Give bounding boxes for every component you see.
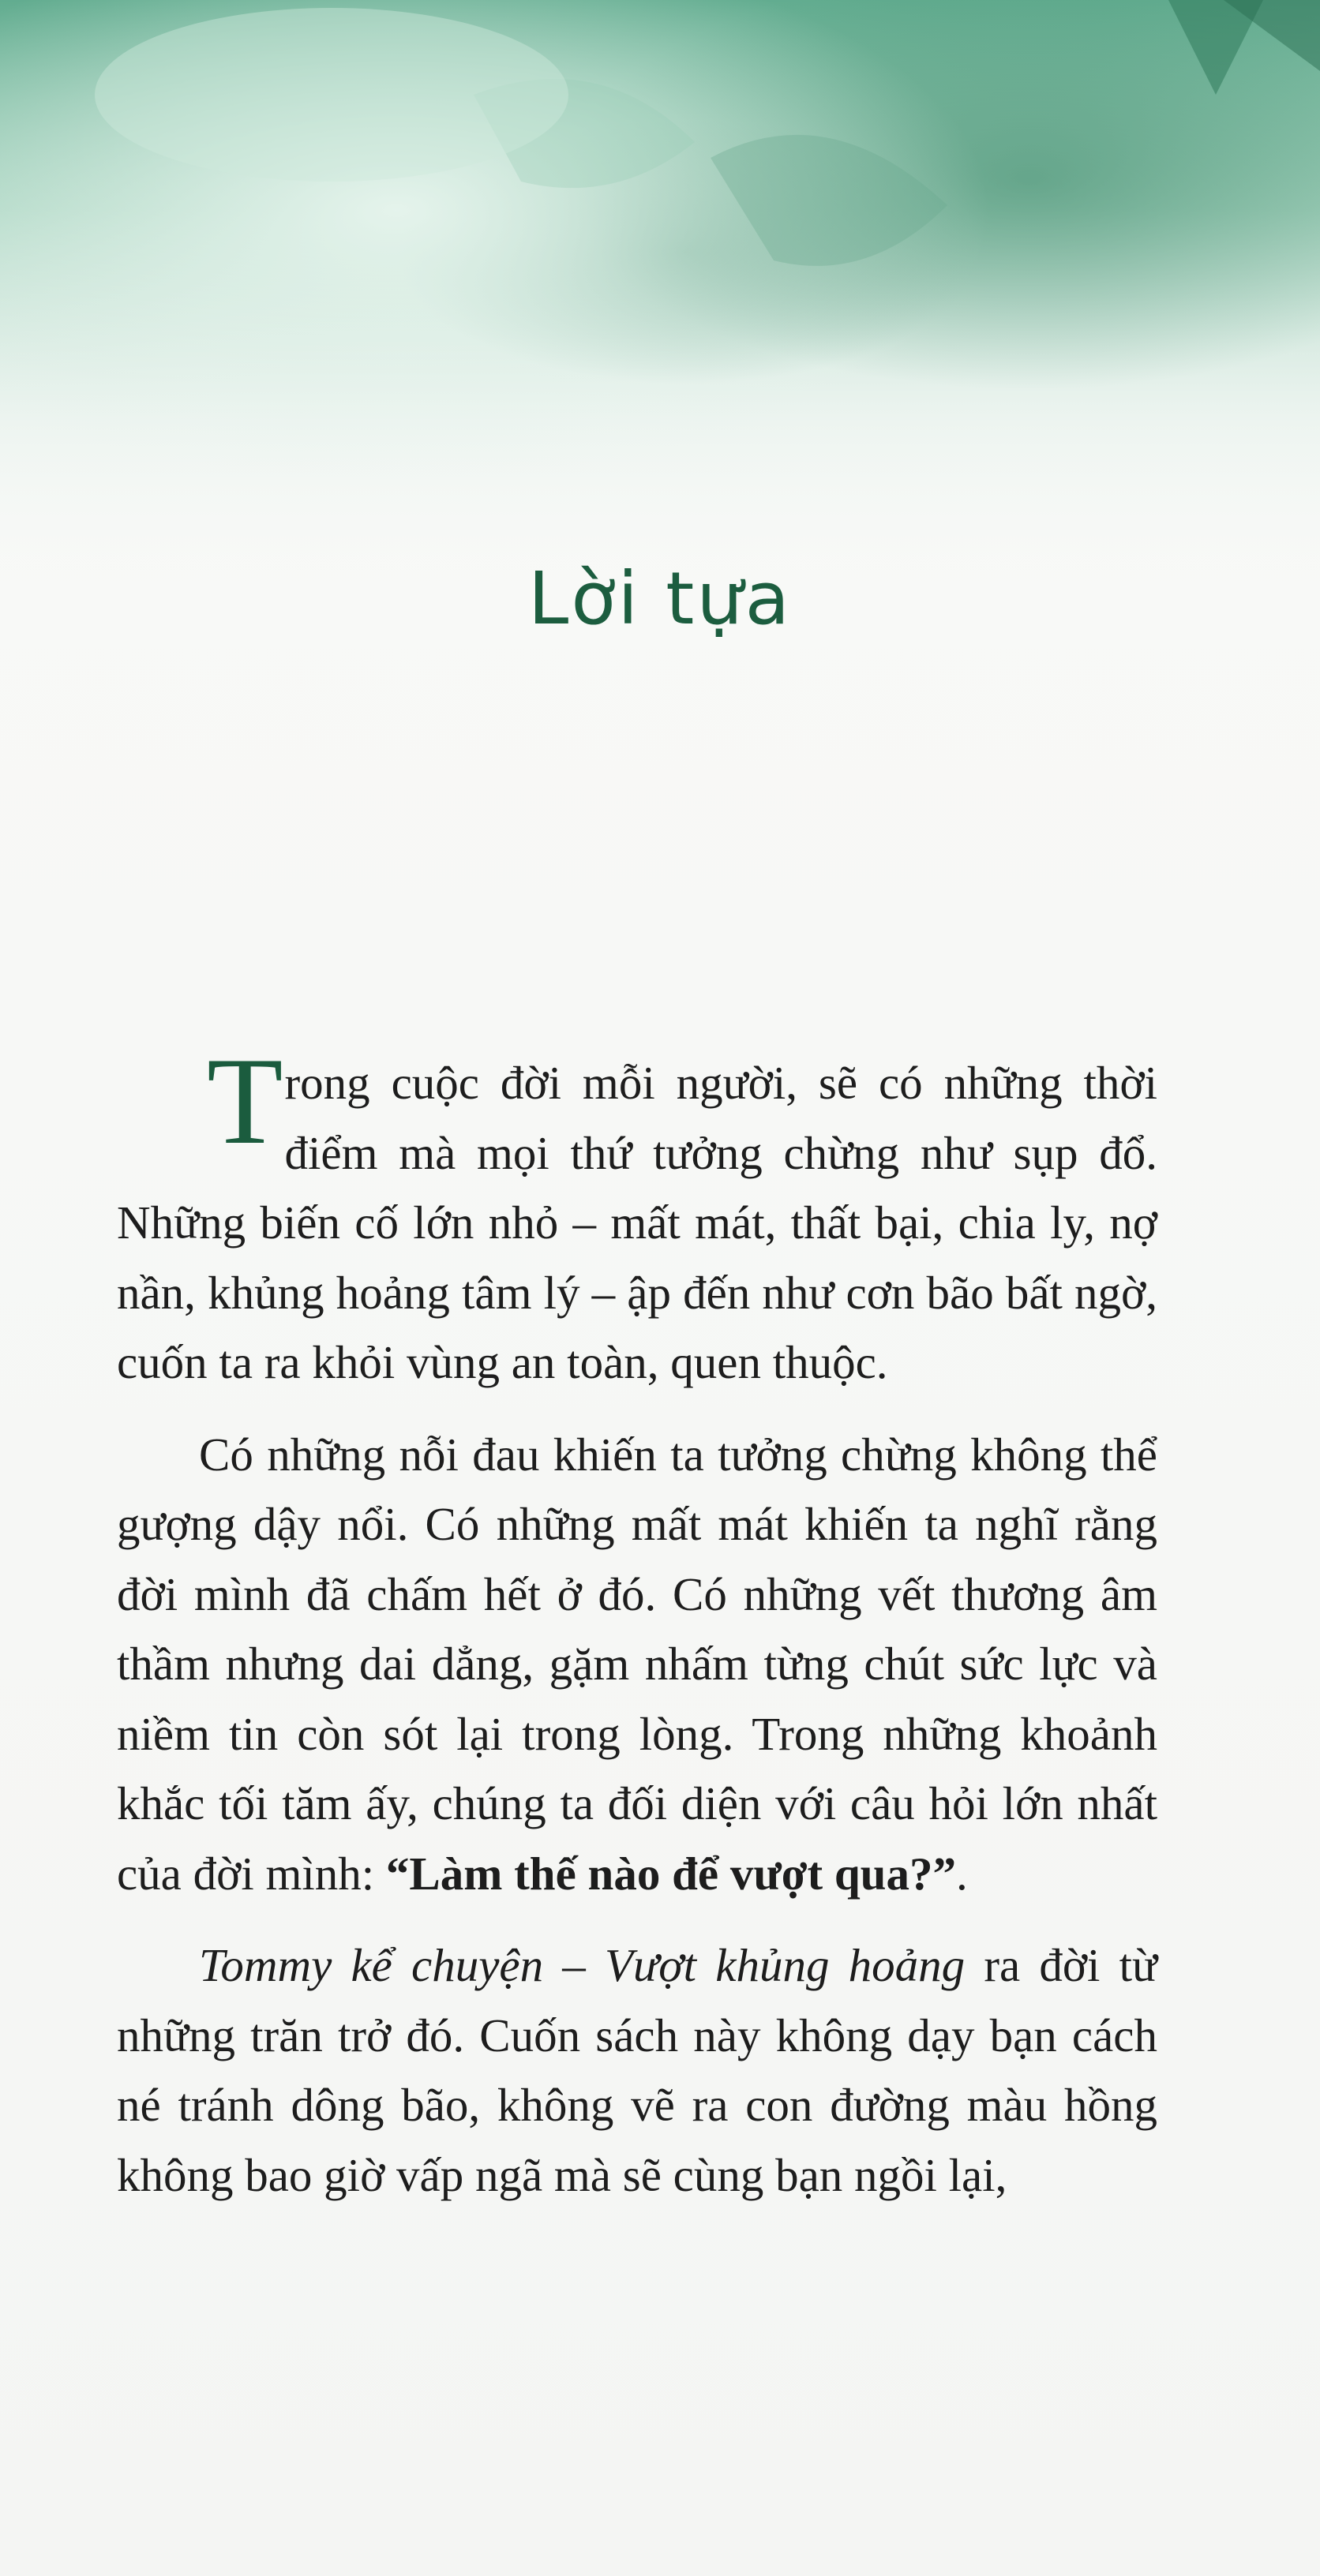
book-title-italic: Tommy kể chuyện – Vượt khủng hoảng xyxy=(199,1939,966,1991)
paragraph-2-text: Có những nỗi đau khiến ta tưởng chừng không thể gượng dậy nổi. Có những mất mát khiến ta nghĩ rằng đời mình đã chấm hết ở đó. Có những vết thương âm thầm nhưng dai dẳng, gặm nhấm từng chút sức lực và niềm tin còn sót lại trong lòng. Trong những khoảnh khắc tối tăm ấy, chúng ta đối diện với câu hỏi lớn nhất của đời mình: xyxy=(117,1428,1157,1900)
paragraph-1-text: rong cuộc đời mỗi người, sẽ có những thời điểm mà mọi thứ tưởng chừng như sụp đổ. Những biến cố lớn nhỏ – mất mát, thất bại, chia ly, nợ nần, khủng hoảng tâm lý – ập đến như cơn bão bất ngờ, cuốn ta ra khỏi vùng an toàn, quen thuộc. xyxy=(117,1057,1157,1388)
paragraph-1 xyxy=(117,1032,1157,1398)
drop-cap: T xyxy=(207,1032,283,1170)
body-text xyxy=(117,1032,1157,2210)
paragraph-3-text: ra đời từ những trăn trở đó. Cuốn sách này không dạy bạn cách né tránh dông bão, không vẽ ra con đường màu hồng không bao giờ vấp ngã mà sẽ cùng bạn ngồi lại, xyxy=(117,1939,1157,2201)
paragraph-2 xyxy=(117,1420,1157,1909)
paragraph-2-question: “Làm thế nào để vượt qua?” xyxy=(385,1847,956,1900)
paragraph-2-end: . xyxy=(955,1847,968,1900)
header-photo-illustration xyxy=(0,0,1320,600)
paragraph-3 xyxy=(117,1930,1157,2210)
page-title: Lời tựa xyxy=(527,556,793,641)
